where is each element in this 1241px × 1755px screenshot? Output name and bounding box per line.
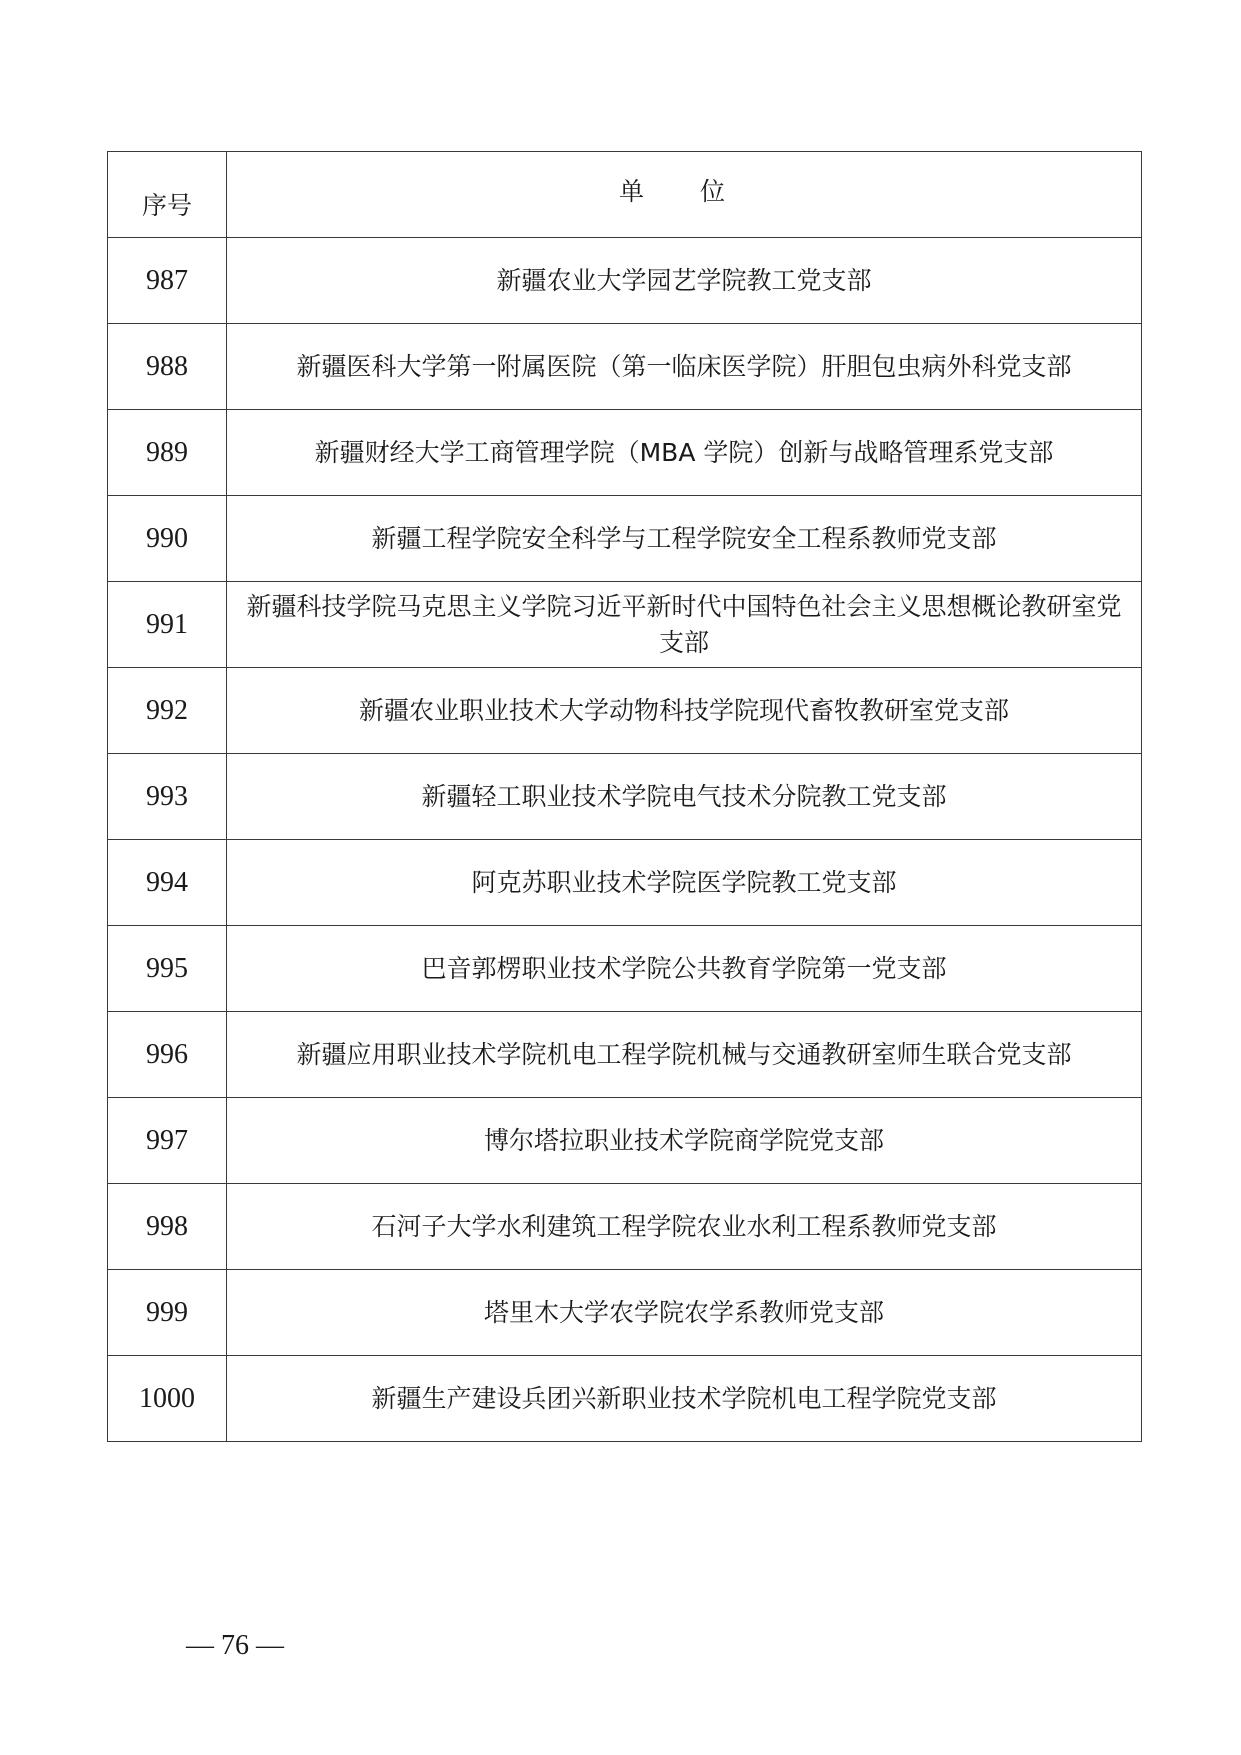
row-unit: 新疆农业职业技术大学动物科技学院现代畜牧教研室党支部 [227, 668, 1142, 754]
row-unit: 新疆农业大学园艺学院教工党支部 [227, 238, 1142, 324]
row-index: 991 [108, 582, 227, 668]
row-unit: 新疆轻工职业技术学院电气技术分院教工党支部 [227, 754, 1142, 840]
page-number: — 76 — [186, 1630, 284, 1661]
row-index: 992 [108, 668, 227, 754]
header-unit: 单 位 [227, 152, 1142, 238]
row-unit: 博尔塔拉职业技术学院商学院党支部 [227, 1098, 1142, 1184]
table-row [108, 496, 1142, 582]
table-row [108, 238, 1142, 324]
row-index: 996 [108, 1012, 227, 1098]
row-unit: 新疆生产建设兵团兴新职业技术学院机电工程学院党支部 [227, 1356, 1142, 1442]
table-row [108, 1012, 1142, 1098]
row-index: 989 [108, 410, 227, 496]
unit-list-table [107, 151, 1142, 1442]
row-unit: 新疆科技学院马克思主义学院习近平新时代中国特色社会主义思想概论教研室党支部 [227, 582, 1142, 668]
table-row [108, 1184, 1142, 1270]
row-unit: 新疆应用职业技术学院机电工程学院机械与交通教研室师生联合党支部 [227, 1012, 1142, 1098]
row-unit: 新疆医科大学第一附属医院（第一临床医学院）肝胆包虫病外科党支部 [227, 324, 1142, 410]
row-index: 1000 [108, 1356, 227, 1442]
table-row [108, 1098, 1142, 1184]
row-index: 994 [108, 840, 227, 926]
row-unit: 巴音郭楞职业技术学院公共教育学院第一党支部 [227, 926, 1142, 1012]
row-index: 987 [108, 238, 227, 324]
row-unit: 石河子大学水利建筑工程学院农业水利工程系教师党支部 [227, 1184, 1142, 1270]
row-index: 997 [108, 1098, 227, 1184]
table-row [108, 582, 1142, 668]
row-index: 998 [108, 1184, 227, 1270]
row-unit: 新疆财经大学工商管理学院（MBA 学院）创新与战略管理系党支部 [227, 410, 1142, 496]
row-index: 999 [108, 1270, 227, 1356]
table-row [108, 1356, 1142, 1442]
row-index: 988 [108, 324, 227, 410]
table-row [108, 1270, 1142, 1356]
row-unit: 塔里木大学农学院农学系教师党支部 [227, 1270, 1142, 1356]
table-row [108, 324, 1142, 410]
row-index: 995 [108, 926, 227, 1012]
table-row [108, 840, 1142, 926]
row-unit: 新疆工程学院安全科学与工程学院安全工程系教师党支部 [227, 496, 1142, 582]
table-row [108, 754, 1142, 840]
table-header-row [108, 152, 1142, 238]
row-unit: 阿克苏职业技术学院医学院教工党支部 [227, 840, 1142, 926]
table-body [108, 152, 1142, 1442]
header-index: 序号 [108, 152, 227, 238]
row-index: 993 [108, 754, 227, 840]
table-row [108, 926, 1142, 1012]
table-row [108, 410, 1142, 496]
row-index: 990 [108, 496, 227, 582]
table-row [108, 668, 1142, 754]
